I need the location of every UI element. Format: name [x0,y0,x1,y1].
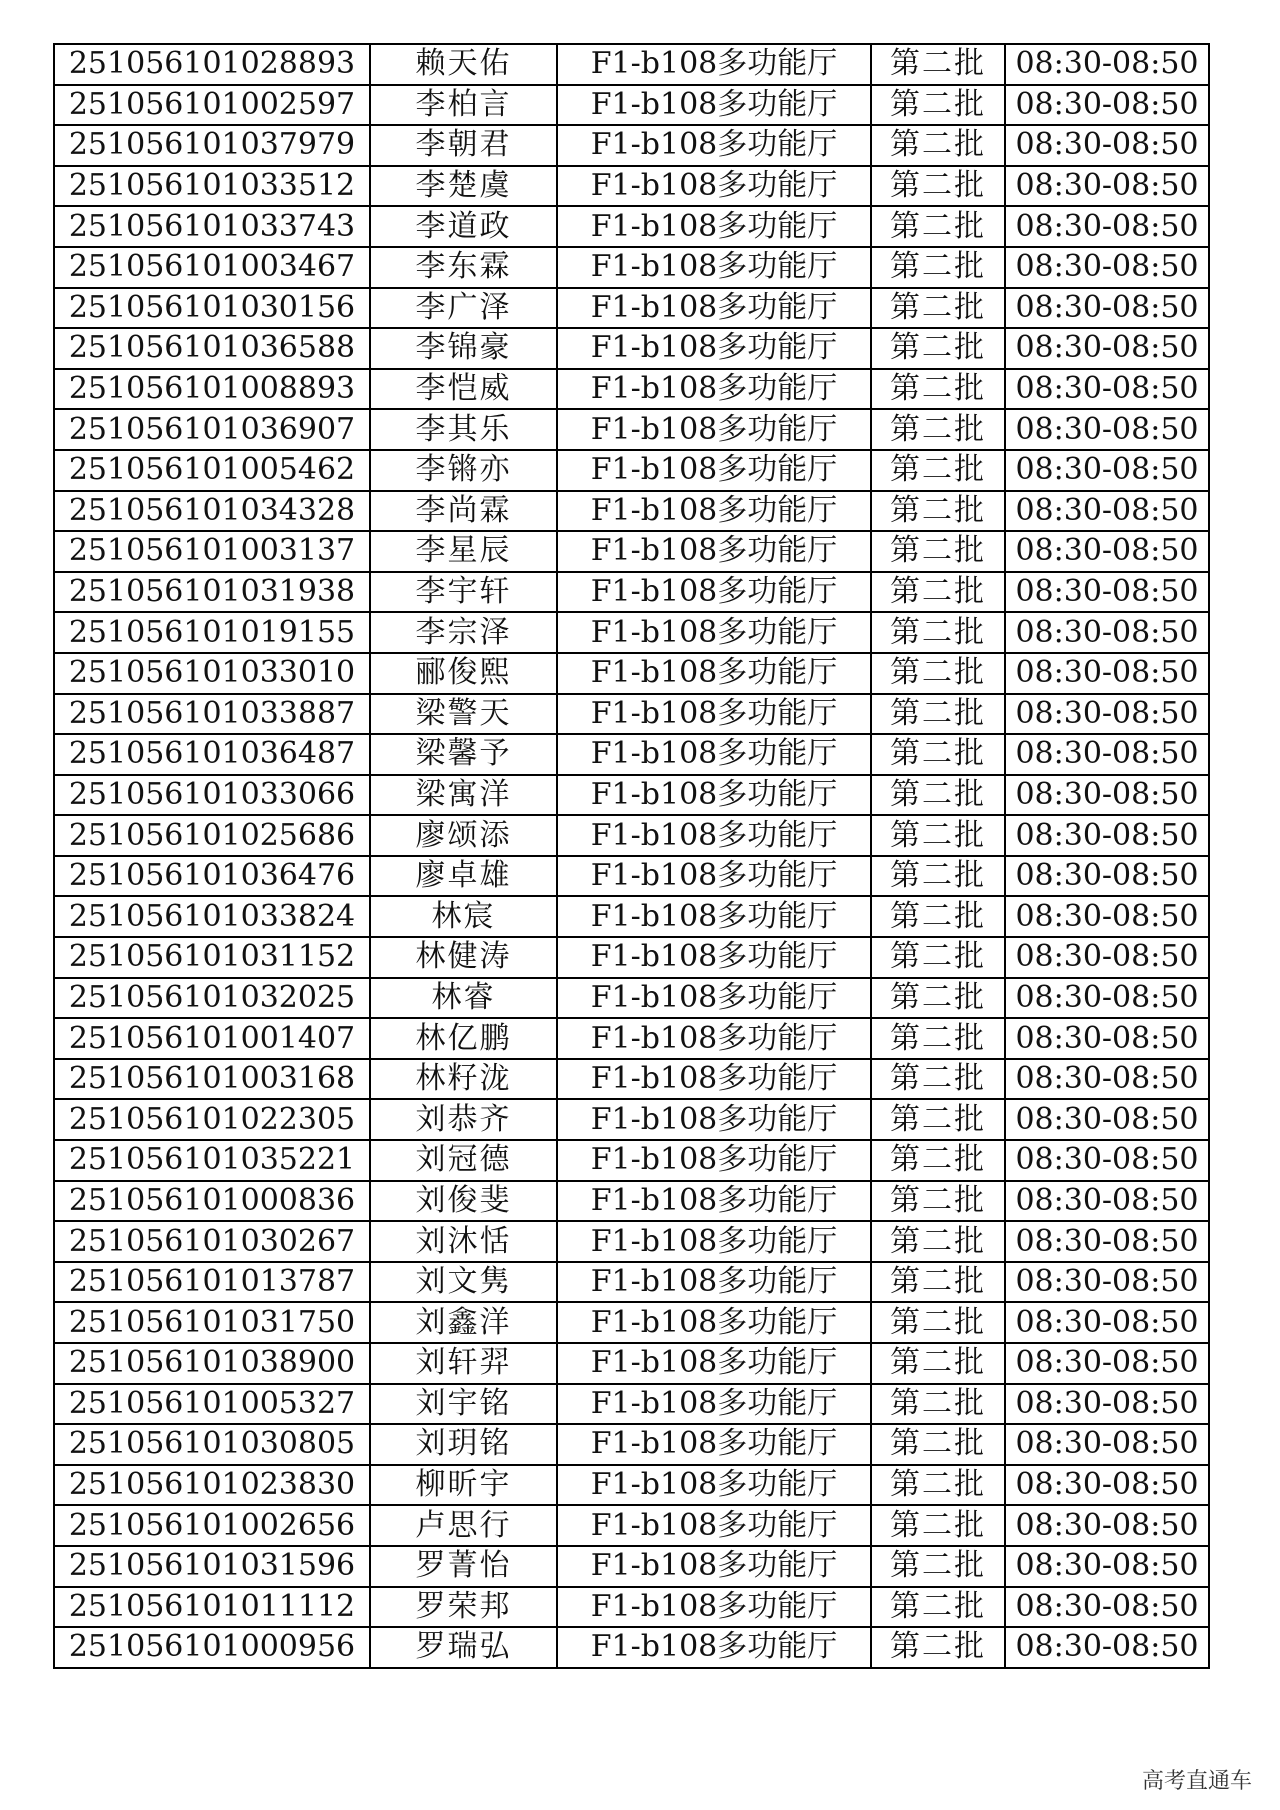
candidate-id-cell: 251056101036588 [54,328,370,369]
candidate-id-cell: 251056101030156 [54,288,370,329]
table-row [54,288,1209,329]
table-row [54,1181,1209,1222]
student-name-cell: 刘轩羿 [370,1343,557,1384]
room-cell: F1-b108多功能厅 [557,491,871,532]
table-row [54,1627,1209,1668]
time-slot-cell: 08:30-08:50 [1005,1018,1209,1059]
room-cell: F1-b108多功能厅 [557,1505,871,1546]
table-row [54,1018,1209,1059]
time-slot-cell: 08:30-08:50 [1005,1221,1209,1262]
room-cell: F1-b108多功能厅 [557,1465,871,1506]
student-name-cell: 柳昕宇 [370,1465,557,1506]
table-row [54,1140,1209,1181]
candidate-id-cell: 251056101011112 [54,1587,370,1628]
time-slot-cell: 08:30-08:50 [1005,653,1209,694]
candidate-id-cell: 251056101036476 [54,856,370,897]
table-row [54,653,1209,694]
room-cell: F1-b108多功能厅 [557,775,871,816]
student-name-cell: 李恺威 [370,369,557,410]
batch-cell: 第二批 [871,1059,1005,1100]
table-row [54,1302,1209,1343]
batch-cell: 第二批 [871,775,1005,816]
room-cell: F1-b108多功能厅 [557,531,871,572]
table-row [54,44,1209,85]
exam-schedule-table [53,43,1210,1669]
room-cell: F1-b108多功能厅 [557,369,871,410]
student-name-cell: 李锦豪 [370,328,557,369]
student-name-cell: 梁馨予 [370,734,557,775]
student-name-cell: 李锵亦 [370,450,557,491]
candidate-id-cell: 251056101030267 [54,1221,370,1262]
candidate-id-cell: 251056101033010 [54,653,370,694]
student-name-cell: 刘沐恬 [370,1221,557,1262]
room-cell: F1-b108多功能厅 [557,653,871,694]
candidate-id-cell: 251056101033743 [54,206,370,247]
student-name-cell: 林睿 [370,978,557,1019]
time-slot-cell: 08:30-08:50 [1005,815,1209,856]
time-slot-cell: 08:30-08:50 [1005,1424,1209,1465]
table-row [54,856,1209,897]
batch-cell: 第二批 [871,815,1005,856]
candidate-id-cell: 251056101000956 [54,1627,370,1668]
candidate-id-cell: 251056101031596 [54,1546,370,1587]
student-name-cell: 李尚霖 [370,491,557,532]
student-name-cell: 林籽泷 [370,1059,557,1100]
student-name-cell: 刘恭齐 [370,1099,557,1140]
time-slot-cell: 08:30-08:50 [1005,978,1209,1019]
candidate-id-cell: 251056101005462 [54,450,370,491]
table-row [54,1221,1209,1262]
room-cell: F1-b108多功能厅 [557,166,871,207]
table-row [54,409,1209,450]
batch-cell: 第二批 [871,85,1005,126]
time-slot-cell: 08:30-08:50 [1005,1181,1209,1222]
room-cell: F1-b108多功能厅 [557,247,871,288]
time-slot-cell: 08:30-08:50 [1005,856,1209,897]
time-slot-cell: 08:30-08:50 [1005,896,1209,937]
student-name-cell: 梁寓洋 [370,775,557,816]
candidate-id-cell: 251056101031152 [54,937,370,978]
room-cell: F1-b108多功能厅 [557,85,871,126]
candidate-id-cell: 251056101003168 [54,1059,370,1100]
room-cell: F1-b108多功能厅 [557,1059,871,1100]
candidate-id-cell: 251056101033887 [54,694,370,735]
time-slot-cell: 08:30-08:50 [1005,1140,1209,1181]
batch-cell: 第二批 [871,206,1005,247]
table-row [54,125,1209,166]
batch-cell: 第二批 [871,1262,1005,1303]
student-name-cell: 刘宇铭 [370,1384,557,1425]
student-name-cell: 李道政 [370,206,557,247]
student-name-cell: 罗荣邦 [370,1587,557,1628]
candidate-id-cell: 251056101036907 [54,409,370,450]
table-row [54,937,1209,978]
room-cell: F1-b108多功能厅 [557,856,871,897]
room-cell: F1-b108多功能厅 [557,1384,871,1425]
room-cell: F1-b108多功能厅 [557,694,871,735]
batch-cell: 第二批 [871,409,1005,450]
room-cell: F1-b108多功能厅 [557,1181,871,1222]
time-slot-cell: 08:30-08:50 [1005,450,1209,491]
candidate-id-cell: 251056101035221 [54,1140,370,1181]
student-name-cell: 李朝君 [370,125,557,166]
student-name-cell: 刘玥铭 [370,1424,557,1465]
time-slot-cell: 08:30-08:50 [1005,1059,1209,1100]
time-slot-cell: 08:30-08:50 [1005,572,1209,613]
batch-cell: 第二批 [871,1140,1005,1181]
time-slot-cell: 08:30-08:50 [1005,409,1209,450]
room-cell: F1-b108多功能厅 [557,1546,871,1587]
table-row [54,1546,1209,1587]
student-name-cell: 罗瑞弘 [370,1627,557,1668]
batch-cell: 第二批 [871,125,1005,166]
room-cell: F1-b108多功能厅 [557,1343,871,1384]
candidate-id-cell: 251056101003137 [54,531,370,572]
student-name-cell: 李星辰 [370,531,557,572]
table-row [54,85,1209,126]
table-row [54,531,1209,572]
table-row [54,450,1209,491]
student-name-cell: 李其乐 [370,409,557,450]
candidate-id-cell: 251056101005327 [54,1384,370,1425]
candidate-id-cell: 251056101028893 [54,44,370,85]
student-name-cell: 刘鑫洋 [370,1302,557,1343]
table-row [54,1587,1209,1628]
room-cell: F1-b108多功能厅 [557,44,871,85]
table-row [54,206,1209,247]
table-row [54,694,1209,735]
candidate-id-cell: 251056101032025 [54,978,370,1019]
batch-cell: 第二批 [871,531,1005,572]
batch-cell: 第二批 [871,1424,1005,1465]
candidate-id-cell: 251056101033824 [54,896,370,937]
room-cell: F1-b108多功能厅 [557,937,871,978]
candidate-id-cell: 251056101000836 [54,1181,370,1222]
candidate-id-cell: 251056101013787 [54,1262,370,1303]
batch-cell: 第二批 [871,653,1005,694]
room-cell: F1-b108多功能厅 [557,978,871,1019]
time-slot-cell: 08:30-08:50 [1005,1546,1209,1587]
batch-cell: 第二批 [871,491,1005,532]
student-name-cell: 李宇轩 [370,572,557,613]
time-slot-cell: 08:30-08:50 [1005,85,1209,126]
student-name-cell: 林亿鹏 [370,1018,557,1059]
candidate-id-cell: 251056101030805 [54,1424,370,1465]
watermark: 高考直通车 [1141,1769,1252,1794]
batch-cell: 第二批 [871,734,1005,775]
batch-cell: 第二批 [871,937,1005,978]
time-slot-cell: 08:30-08:50 [1005,1465,1209,1506]
time-slot-cell: 08:30-08:50 [1005,937,1209,978]
batch-cell: 第二批 [871,1465,1005,1506]
batch-cell: 第二批 [871,1343,1005,1384]
room-cell: F1-b108多功能厅 [557,1424,871,1465]
room-cell: F1-b108多功能厅 [557,572,871,613]
time-slot-cell: 08:30-08:50 [1005,1343,1209,1384]
time-slot-cell: 08:30-08:50 [1005,44,1209,85]
batch-cell: 第二批 [871,288,1005,329]
candidate-id-cell: 251056101002597 [54,85,370,126]
table-row [54,775,1209,816]
batch-cell: 第二批 [871,1099,1005,1140]
room-cell: F1-b108多功能厅 [557,734,871,775]
room-cell: F1-b108多功能厅 [557,1587,871,1628]
batch-cell: 第二批 [871,896,1005,937]
time-slot-cell: 08:30-08:50 [1005,166,1209,207]
time-slot-cell: 08:30-08:50 [1005,328,1209,369]
room-cell: F1-b108多功能厅 [557,328,871,369]
batch-cell: 第二批 [871,1181,1005,1222]
student-name-cell: 李宗泽 [370,612,557,653]
candidate-id-cell: 251056101008893 [54,369,370,410]
time-slot-cell: 08:30-08:50 [1005,612,1209,653]
batch-cell: 第二批 [871,1302,1005,1343]
table-row [54,491,1209,532]
student-name-cell: 李柏言 [370,85,557,126]
student-name-cell: 郦俊熙 [370,653,557,694]
student-name-cell: 李楚虞 [370,166,557,207]
batch-cell: 第二批 [871,572,1005,613]
student-name-cell: 梁警天 [370,694,557,735]
table-row [54,247,1209,288]
time-slot-cell: 08:30-08:50 [1005,1384,1209,1425]
student-name-cell: 赖天佑 [370,44,557,85]
time-slot-cell: 08:30-08:50 [1005,1262,1209,1303]
candidate-id-cell: 251056101034328 [54,491,370,532]
student-name-cell: 刘俊斐 [370,1181,557,1222]
batch-cell: 第二批 [871,1018,1005,1059]
time-slot-cell: 08:30-08:50 [1005,1302,1209,1343]
time-slot-cell: 08:30-08:50 [1005,125,1209,166]
table-row [54,815,1209,856]
batch-cell: 第二批 [871,1627,1005,1668]
table-row [54,1262,1209,1303]
batch-cell: 第二批 [871,612,1005,653]
candidate-id-cell: 251056101033512 [54,166,370,207]
table-row [54,1465,1209,1506]
student-name-cell: 刘文隽 [370,1262,557,1303]
batch-cell: 第二批 [871,44,1005,85]
time-slot-cell: 08:30-08:50 [1005,1505,1209,1546]
time-slot-cell: 08:30-08:50 [1005,734,1209,775]
candidate-id-cell: 251056101036487 [54,734,370,775]
candidate-id-cell: 251056101038900 [54,1343,370,1384]
candidate-id-cell: 251056101003467 [54,247,370,288]
room-cell: F1-b108多功能厅 [557,409,871,450]
time-slot-cell: 08:30-08:50 [1005,369,1209,410]
room-cell: F1-b108多功能厅 [557,125,871,166]
table-row [54,1059,1209,1100]
room-cell: F1-b108多功能厅 [557,1221,871,1262]
room-cell: F1-b108多功能厅 [557,815,871,856]
batch-cell: 第二批 [871,1587,1005,1628]
batch-cell: 第二批 [871,1505,1005,1546]
candidate-id-cell: 251056101002656 [54,1505,370,1546]
room-cell: F1-b108多功能厅 [557,206,871,247]
time-slot-cell: 08:30-08:50 [1005,491,1209,532]
batch-cell: 第二批 [871,978,1005,1019]
room-cell: F1-b108多功能厅 [557,612,871,653]
candidate-id-cell: 251056101025686 [54,815,370,856]
batch-cell: 第二批 [871,328,1005,369]
time-slot-cell: 08:30-08:50 [1005,694,1209,735]
table-row [54,1099,1209,1140]
room-cell: F1-b108多功能厅 [557,1302,871,1343]
time-slot-cell: 08:30-08:50 [1005,247,1209,288]
room-cell: F1-b108多功能厅 [557,1262,871,1303]
candidate-id-cell: 251056101001407 [54,1018,370,1059]
table-row [54,166,1209,207]
student-name-cell: 林健涛 [370,937,557,978]
table-row [54,978,1209,1019]
table-row [54,1384,1209,1425]
student-name-cell: 卢思行 [370,1505,557,1546]
student-name-cell: 罗菁怡 [370,1546,557,1587]
room-cell: F1-b108多功能厅 [557,1627,871,1668]
time-slot-cell: 08:30-08:50 [1005,1099,1209,1140]
batch-cell: 第二批 [871,1546,1005,1587]
room-cell: F1-b108多功能厅 [557,1099,871,1140]
student-name-cell: 廖卓雄 [370,856,557,897]
table-row [54,328,1209,369]
candidate-id-cell: 251056101031750 [54,1302,370,1343]
table-row [54,896,1209,937]
room-cell: F1-b108多功能厅 [557,450,871,491]
candidate-id-cell: 251056101022305 [54,1099,370,1140]
table-row [54,572,1209,613]
time-slot-cell: 08:30-08:50 [1005,1627,1209,1668]
batch-cell: 第二批 [871,166,1005,207]
student-name-cell: 廖颂添 [370,815,557,856]
table-row [54,1343,1209,1384]
room-cell: F1-b108多功能厅 [557,1140,871,1181]
time-slot-cell: 08:30-08:50 [1005,775,1209,816]
batch-cell: 第二批 [871,369,1005,410]
batch-cell: 第二批 [871,694,1005,735]
table-body [54,44,1209,1668]
student-name-cell: 刘冠德 [370,1140,557,1181]
time-slot-cell: 08:30-08:50 [1005,531,1209,572]
batch-cell: 第二批 [871,1221,1005,1262]
room-cell: F1-b108多功能厅 [557,896,871,937]
room-cell: F1-b108多功能厅 [557,1018,871,1059]
time-slot-cell: 08:30-08:50 [1005,206,1209,247]
student-name-cell: 李东霖 [370,247,557,288]
batch-cell: 第二批 [871,856,1005,897]
batch-cell: 第二批 [871,450,1005,491]
table-row [54,369,1209,410]
candidate-id-cell: 251056101023830 [54,1465,370,1506]
student-name-cell: 李广泽 [370,288,557,329]
batch-cell: 第二批 [871,1384,1005,1425]
table-row [54,734,1209,775]
time-slot-cell: 08:30-08:50 [1005,1587,1209,1628]
table-row [54,1424,1209,1465]
room-cell: F1-b108多功能厅 [557,288,871,329]
candidate-id-cell: 251056101031938 [54,572,370,613]
candidate-id-cell: 251056101033066 [54,775,370,816]
table-row [54,1505,1209,1546]
candidate-id-cell: 251056101019155 [54,612,370,653]
time-slot-cell: 08:30-08:50 [1005,288,1209,329]
candidate-id-cell: 251056101037979 [54,125,370,166]
batch-cell: 第二批 [871,247,1005,288]
student-name-cell: 林宸 [370,896,557,937]
table-row [54,612,1209,653]
